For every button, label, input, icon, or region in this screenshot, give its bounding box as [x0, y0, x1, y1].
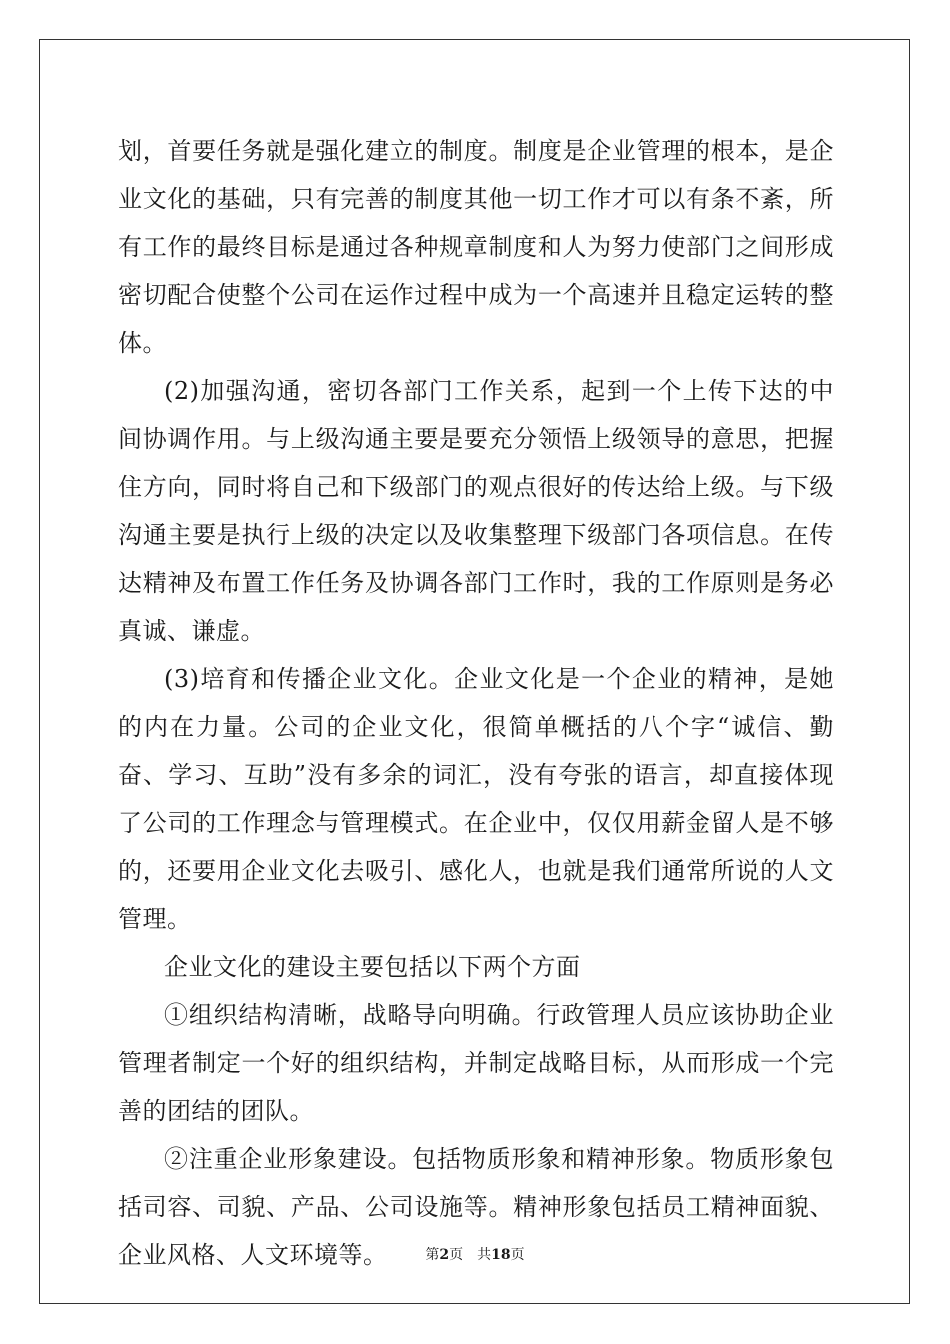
paragraph-6: ②注重企业形象建设。包括物质形象和精神形象。物质形象包括司容、司貌、产品、公司设施等。精神形象包括员工精神面貌、企业风格、人文环境等。: [118, 1145, 834, 1269]
page-current: 2: [439, 1247, 450, 1263]
page-footer: [0, 1246, 950, 1264]
total-suffix: 页: [510, 1247, 525, 1263]
paragraph-4: 企业文化的建设主要包括以下两个方面: [164, 953, 581, 981]
paragraph-1: 划，首要任务就是强化建立的制度。制度是企业管理的根本，是企业文化的基础，只有完善的制度其他一切工作才可以有条不紊，所有工作的最终目标是通过各种规章制度和人为努力使部门之间形成密切配合使整个公司在运作过程中成为一个高速并且稳定运转的整体。: [118, 137, 834, 357]
paragraph-2: (2)加强沟通，密切各部门工作关系，起到一个上传下达的中间协调作用。与上级沟通主要是要充分领悟上级领导的意思，把握住方向，同时将自己和下级部门的观点很好的传达给上级。与下级沟通主要是执行上级的决定以及收集整理下级部门各项信息。在传达精神及布置工作任务及协调各部门工作时，我的工作原则是务必真诚、谦虚。: [118, 377, 834, 645]
total-pages: 18: [491, 1247, 511, 1263]
paragraph-3: (3)培育和传播企业文化。企业文化是一个企业的精神，是她的内在力量。公司的企业文化，很简单概括的八个字“诚信、勤奋、学习、互助”没有多余的词汇，没有夸张的语言，却直接体现了公司的工作理念与管理模式。在企业中，仅仅用薪金留人是不够的，还要用企业文化去吸引、感化人，也就是我们通常所说的人文管理。: [118, 665, 834, 933]
page-prefix: 第: [425, 1247, 440, 1263]
total-prefix: 共: [477, 1247, 492, 1263]
page-suffix: 页: [449, 1247, 464, 1263]
document-body: [118, 127, 834, 1279]
paragraph-5: ①组织结构清晰，战略导向明确。行政管理人员应该协助企业管理者制定一个好的组织结构，并制定战略目标，从而形成一个完善的团结的团队。: [118, 1001, 834, 1125]
